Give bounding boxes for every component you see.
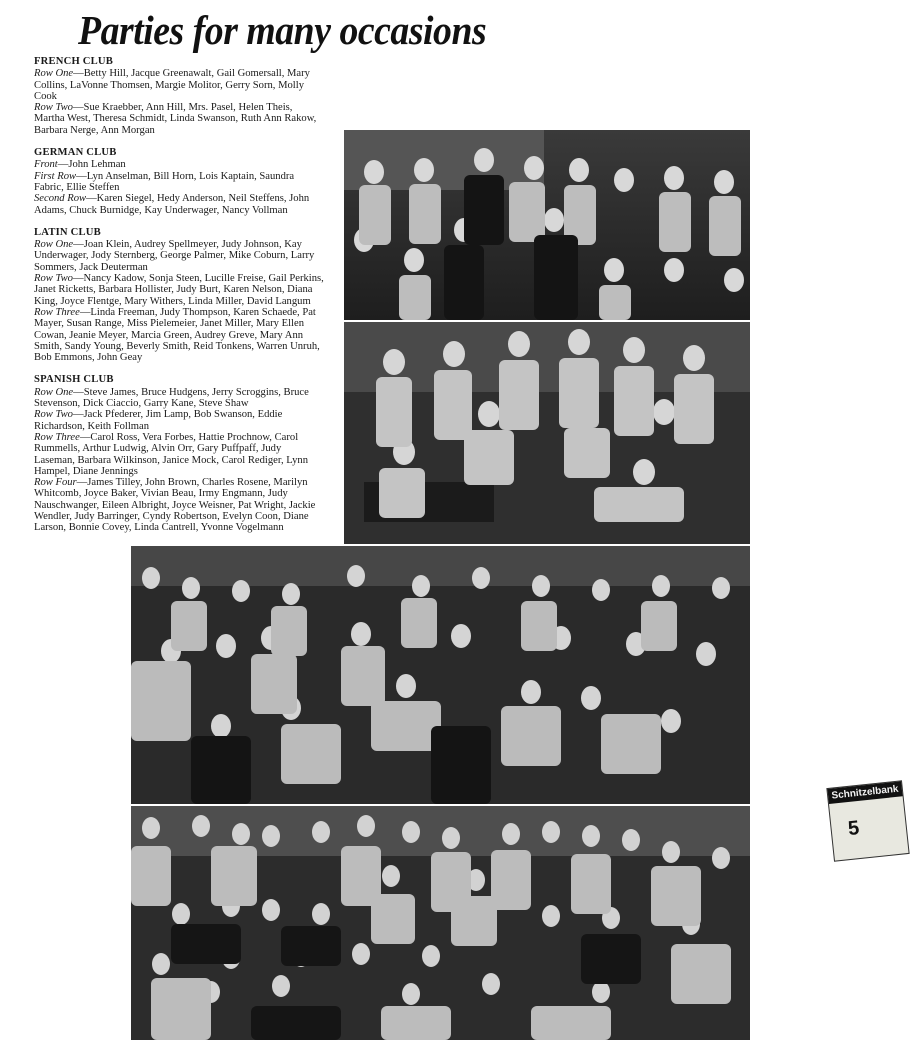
row-label: Row Two: [34, 273, 73, 285]
german-club-photo: [344, 322, 900, 841]
row-names: Karen Siegel, Hedy Anderson, Neil Steffens, John Adams, Chuck Burnidge, Kay Underwager, Nancy Vollman: [34, 193, 310, 216]
club-heading: GERMAN CLUB: [34, 147, 117, 159]
spanish-club-photo: [131, 806, 750, 1040]
row-names: Betty Hill, Jacque Greenawalt, Gail Gomersall, Mary Collins, LaVonne Thomsen, Margie Molitor, Gerry Sorn, Molly Cook: [34, 68, 310, 102]
caption-row: Row Three—Carol Ross, Vera Forbes, Hattie Prochnow, Carol Rummells, Arthur Ludwig, Alvin Orr, Gary Puffpaff, Judy Laseman, Barbara Wilkinson, Janice Mock, Carol Rediger, Lynn Hampel, Diane Jennings: [34, 431, 309, 477]
group-photo-graphic: [344, 130, 750, 320]
french-club-caption: [34, 56, 324, 136]
row-names: Linda Freeman, Judy Thompson, Karen Schaede, Pat Mayer, Susan Range, Miss Pielemeier, Janet Miller, Mary Ellen Cowan, Jeanie Meyer, Marcia Green, Audrey Greve, Mary Ann Smith, Sandy Young, Beverly Smith, Reid Tonkens, Warren Unruh, Bob Emmons, John Geay: [34, 306, 320, 364]
caption-row: Second Row—Karen Siegel, Hedy Anderson, Neil Steffens, John Adams, Chuck Burnidge, Kay Underwager, Nancy Vollman: [34, 193, 310, 216]
french-club-photo: [344, 130, 750, 320]
caption-row: Row Three—Linda Freeman, Judy Thompson, Karen Schaede, Pat Mayer, Susan Range, Miss Pielemeier, Janet Miller, Mary Ellen Cowan, Jeanie Meyer, Marcia Green, Audrey Greve, Mary Ann Smith, Sandy Young, Beverly Smith, Reid Tonkens, Warren Unruh, Bob Emmons, John Geay: [34, 306, 320, 364]
spanish-club-caption: [34, 374, 324, 533]
page-title: Parties for many occasions: [78, 7, 487, 53]
german-club-caption: [34, 147, 324, 216]
row-names: Jack Pfederer, Jim Lamp, Bob Swanson, Eddie Richardson, Keith Follman: [34, 409, 283, 432]
row-names: Sue Kraebber, Ann Hill, Mrs. Pasel, Helen Theis, Martha West, Theresa Schmidt, Linda Swanson, Ruth Ann Rakow, Barbara Nerge, Ann Morgan: [34, 102, 317, 136]
row-label: Row One: [34, 239, 74, 251]
caption-row: First Row—Lyn Anselman, Bill Horn, Lois Kaptain, Saundra Fabric, Ellie Steffen: [34, 170, 295, 193]
group-photo-graphic: [344, 322, 750, 544]
group-photo-graphic: [131, 806, 750, 1040]
row-label: Row One: [34, 386, 74, 398]
row-label: Row Three: [34, 306, 80, 318]
row-label: Row One: [34, 68, 74, 80]
group-photo-graphic: [131, 546, 750, 804]
caption-row: Row Two—Jack Pfederer, Jim Lamp, Bob Swanson, Eddie Richardson, Keith Follman: [34, 409, 283, 432]
row-names: Lyn Anselman, Bill Horn, Lois Kaptain, Saundra Fabric, Ellie Steffen: [34, 170, 295, 193]
row-names: James Tilley, John Brown, Charles Rosene, Marilyn Whitcomb, Joyce Baker, Vivian Beau, Irmy Engmann, Judy Nauschwanger, Eileen Albright, Joyce Weisner, Pat Wright, Jackie Wendler, Judy Barringer, Cyndy Robertson, Evelyn Coon, Diane Larson, Bonnie Covey, Linda Cantrell, Yvonne Vogelmann: [34, 477, 316, 534]
club-heading: LATIN CLUB: [34, 226, 101, 238]
caption-row: Row Four—James Tilley, John Brown, Charles Rosene, Marilyn Whitcomb, Joyce Baker, Vivian Beau, Irmy Engmann, Judy Nauschwanger, Eileen Albright, Joyce Weisner, Pat Wright, Jackie Wendler, Judy Barringer, Cyndy Robertson, Evelyn Coon, Diane Larson, Bonnie Covey, Linda Cantrell, Yvonne Vogelmann: [34, 477, 316, 534]
row-names: Steve James, Bruce Hudgens, Jerry Scroggins, Bruce Stevenson, Dick Ciaccio, Garry Kane, Steve Shaw: [34, 386, 309, 410]
caption-row: Row One—Steve James, Bruce Hudgens, Jerry Scroggins, Bruce Stevenson, Dick Ciaccio, Garry Kane, Steve Shaw: [34, 386, 309, 410]
club-heading: SPANISH CLUB: [34, 374, 114, 386]
caption-row: Row One—Betty Hill, Jacque Greenawalt, Gail Gomersall, Mary Collins, LaVonne Thomsen, Margie Molitor, Gerry Sorn, Molly Cook: [34, 68, 310, 102]
latin-club-caption: [34, 227, 324, 364]
row-label: Front: [34, 159, 58, 171]
row-label: Second Row: [34, 193, 87, 205]
row-names: Carol Ross, Vera Forbes, Hattie Prochnow, Carol Rummells, Arthur Ludwig, Alvin Orr, Gary Puffpaff, Judy Laseman, Barbara Wilkinson, Janice Mock, Carol Rediger, Lynn Hampel, Diane Jennings: [34, 431, 309, 477]
caption-row: Row One—Joan Klein, Audrey Spellmeyer, Judy Johnson, Kay Underwager, Jody Sternberg, George Palmer, Mike Coburn, Larry Sommers, Jack Deuterman: [34, 239, 315, 273]
schnitzelbank-sign: [826, 780, 909, 862]
row-names: John Lehman: [68, 159, 126, 171]
row-names: Joan Klein, Audrey Spellmeyer, Judy Johnson, Kay Underwager, Jody Sternberg, George Palmer, Mike Coburn, Larry Sommers, Jack Deuterman: [34, 239, 315, 273]
row-label: Row Four: [34, 477, 77, 489]
row-names: Nancy Kadow, Sonja Steen, Lucille Freise, Gail Perkins, Janet Ricketts, Barbara Hollister, Judy Burt, Karen Nelson, Diana King, Joyce Flentge, Mary Withers, Linda Miller, David Langum: [34, 273, 324, 307]
caption-row: Row Two—Sue Kraebber, Ann Hill, Mrs. Pasel, Helen Theis, Martha West, Theresa Schmidt, Linda Swanson, Ruth Ann Rakow, Barbara Nerge, Ann Morgan: [34, 102, 317, 136]
latin-club-photo: [131, 546, 750, 804]
sign-text: Schnitzelbank: [827, 781, 902, 804]
caption-column: [34, 56, 324, 545]
club-heading: FRENCH CLUB: [34, 56, 114, 67]
caption-row: Row Two—Nancy Kadow, Sonja Steen, Lucille Freise, Gail Perkins, Janet Ricketts, Barbara Hollister, Judy Burt, Karen Nelson, Diana King, Joyce Flentge, Mary Withers, Linda Miller, David Langum: [34, 273, 324, 307]
row-label: Row Three: [34, 431, 80, 443]
row-label: First Row: [34, 170, 77, 182]
sign-number: 5: [847, 817, 861, 841]
row-label: Row Two: [34, 102, 73, 114]
row-label: Row Two: [34, 409, 73, 421]
caption-row: Front—John Lehman: [34, 159, 126, 171]
